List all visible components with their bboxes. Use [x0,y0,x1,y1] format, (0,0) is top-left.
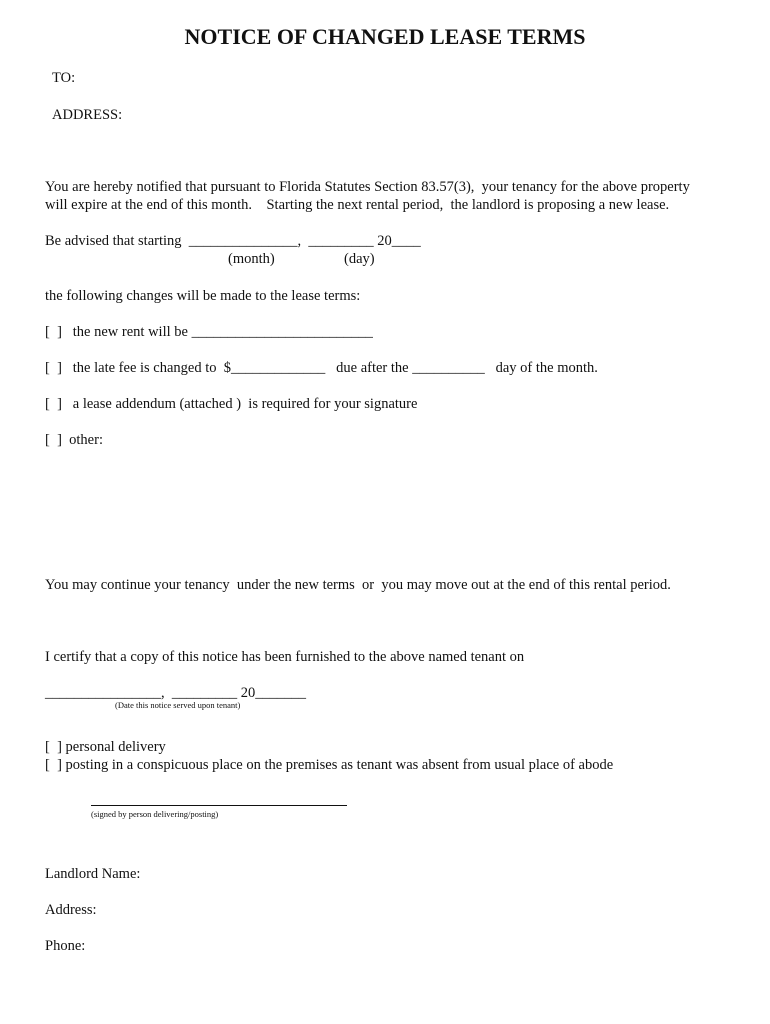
month-caption: (month) [228,251,275,267]
day-caption: (day) [344,251,375,267]
personal-delivery-option: [ ] personal delivery [45,739,166,755]
continue-statement: You may continue your tenancy under the new terms or you may move out at the end of this rental period. [45,577,671,593]
rent-option: [ ] the new rent will be _________________________ [45,324,373,340]
service-date-line: ________________, _________ 20_______ [45,685,306,701]
posting-option: [ ] posting in a conspicuous place on the premises as tenant was absent from usual place of abode [45,757,614,773]
landlord-address-label: Address: [45,902,97,918]
certify-statement: I certify that a copy of this notice has been furnished to the above named tenant on [45,649,525,665]
changes-intro: the following changes will be made to the lease terms: [45,288,361,304]
advised-line: Be advised that starting _______________, _________ 20____ [45,233,421,249]
signature-caption: (signed by person delivering/posting) [91,809,219,819]
other-option: [ ] other: [45,432,103,448]
addendum-option: [ ] a lease addendum (attached ) is required for your signature [45,396,418,412]
landlord-name-label: Landlord Name: [45,866,141,882]
late-fee-option: [ ] the late fee is changed to $_____________ due after the __________ day of the month. [45,360,598,376]
phone-label: Phone: [45,938,86,954]
service-date-caption: (Date this notice served upon tenant) [115,700,241,710]
intro-line-2: will expire at the end of this month. Starting the next rental period, the landlord is proposing a new lease. [45,197,670,213]
address-label: ADDRESS: [52,107,123,123]
document-title: NOTICE OF CHANGED LEASE TERMS [184,24,586,49]
to-label: TO: [52,70,76,86]
signature-line [91,805,347,806]
intro-line-1: You are hereby notified that pursuant to Florida Statutes Section 83.57(3), your tenancy for the above property [45,179,690,195]
